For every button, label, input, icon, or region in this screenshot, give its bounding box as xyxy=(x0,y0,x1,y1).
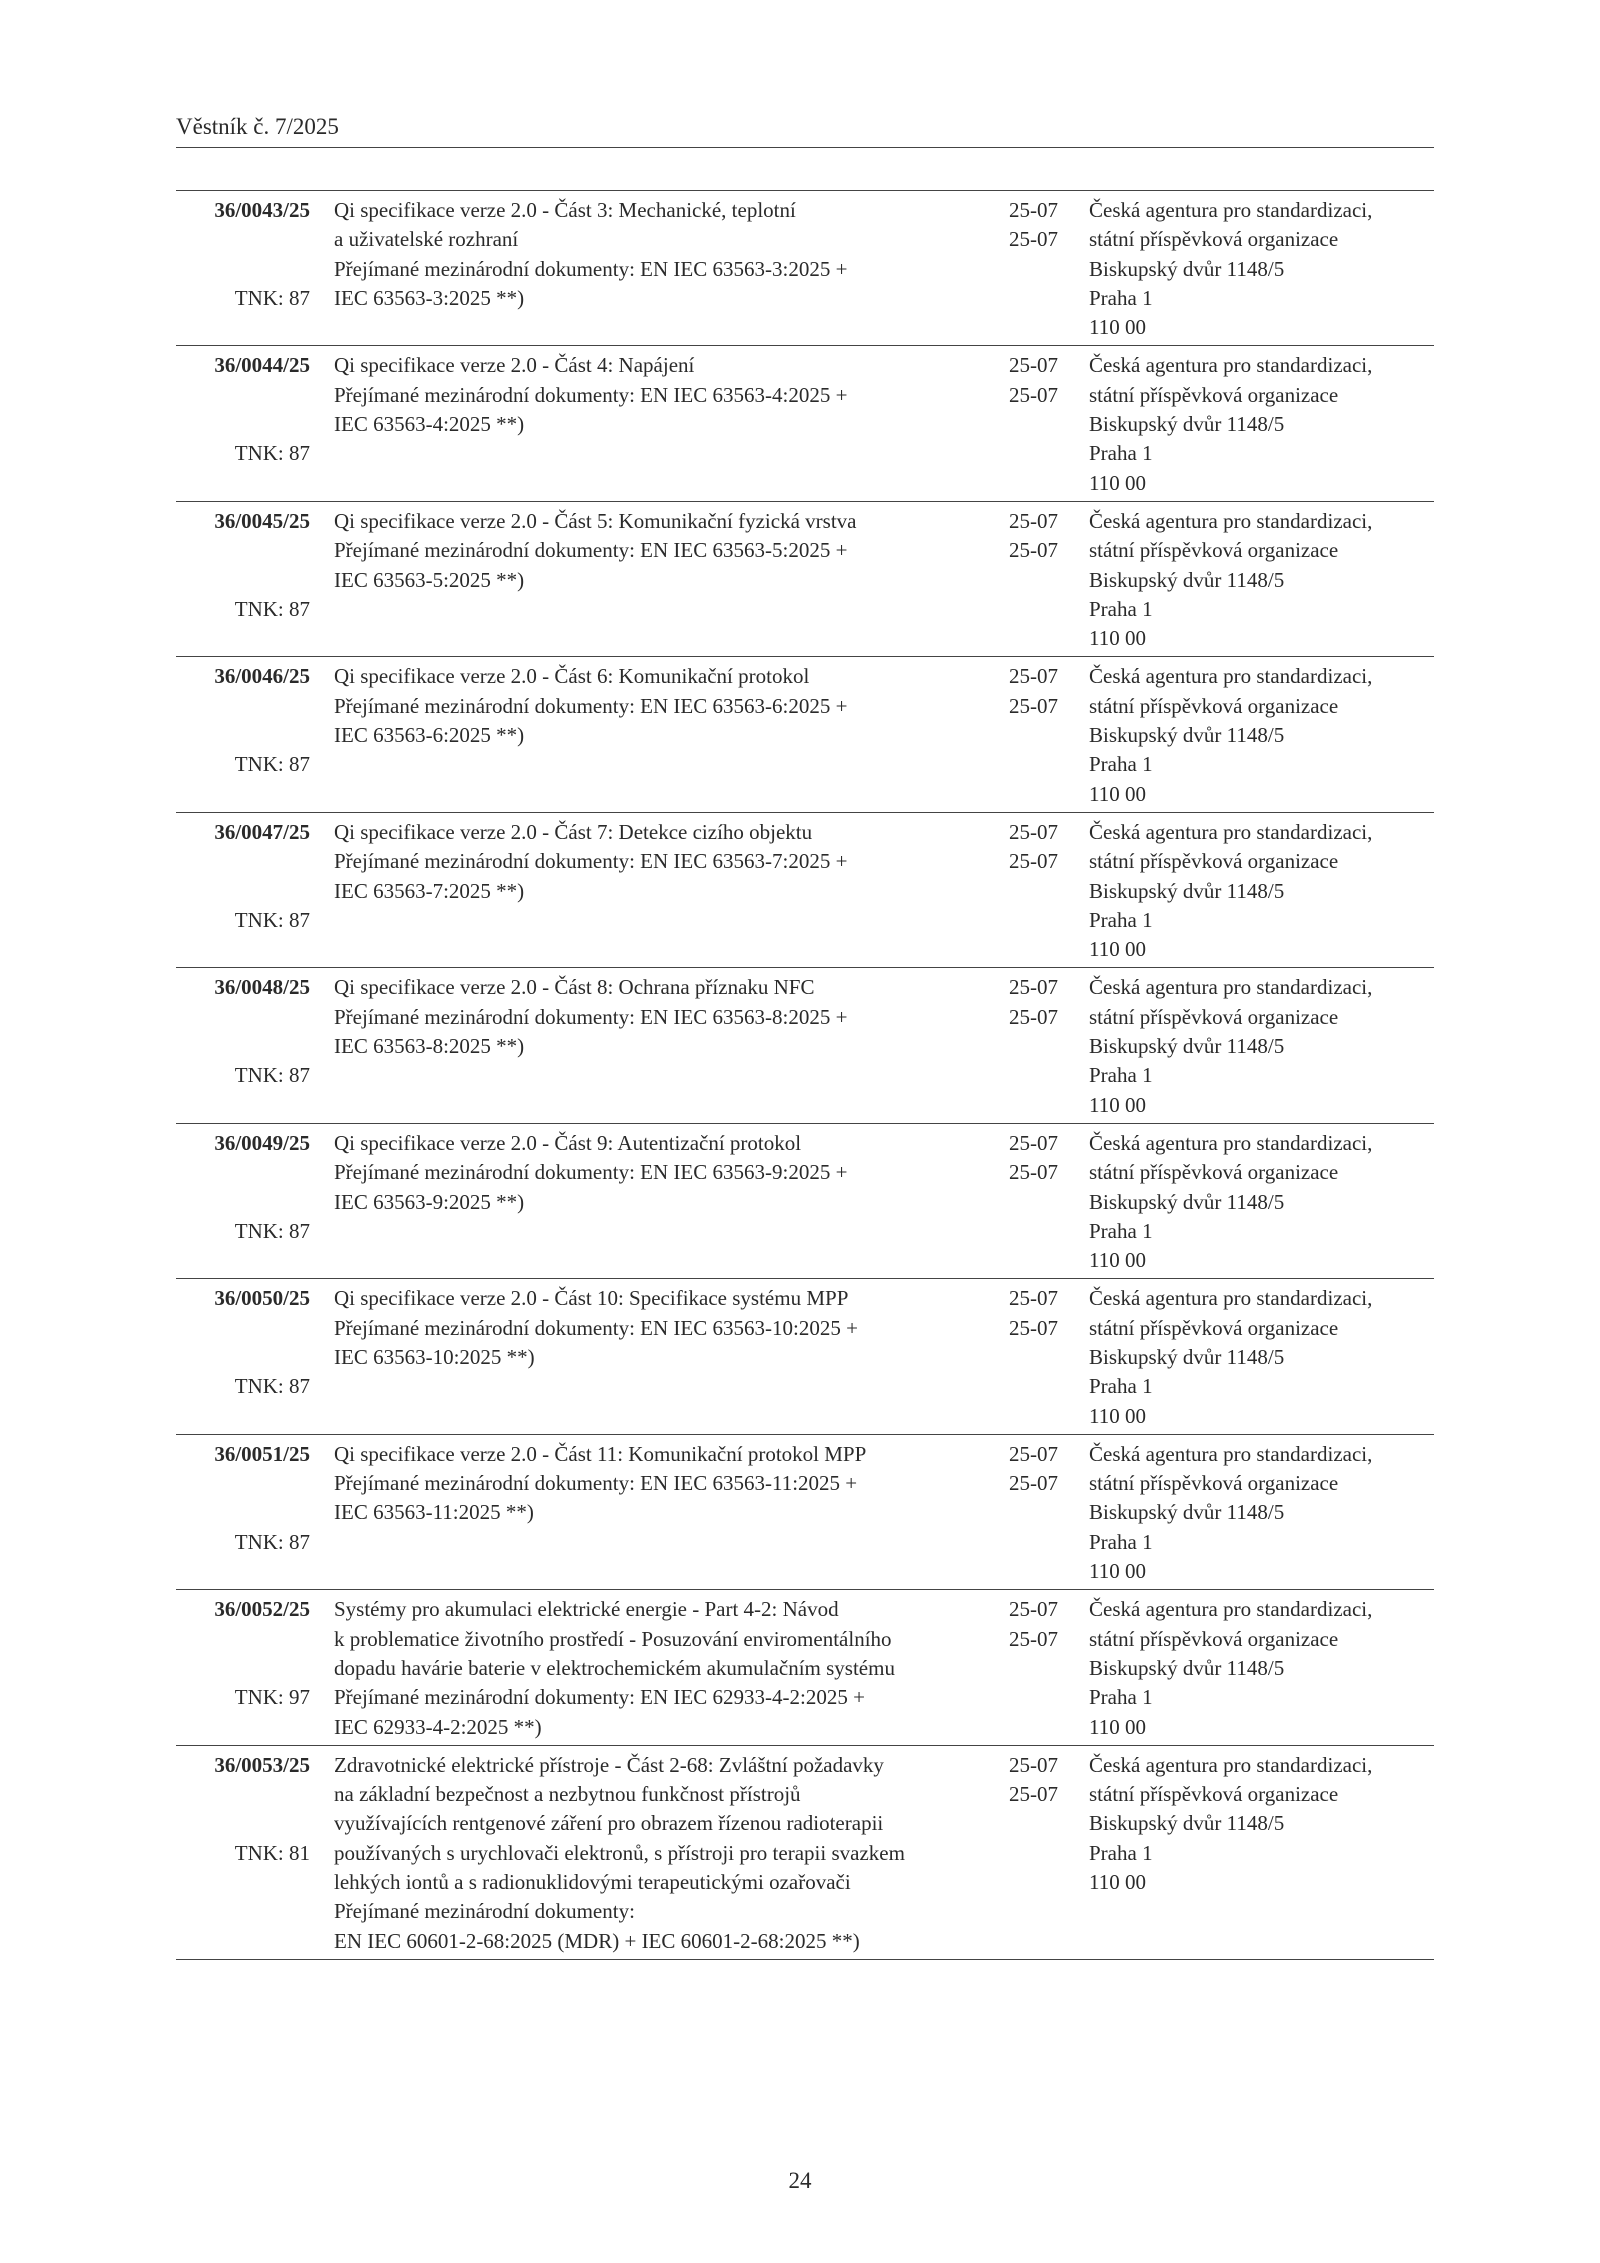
designation-cell xyxy=(176,1129,310,1275)
title-cell xyxy=(334,973,999,1119)
title-line: a uživatelské rozhraní xyxy=(334,227,519,252)
title-line: IEC 63563-8:2025 **) xyxy=(334,1034,525,1059)
address-line: Praha 1 xyxy=(1089,1218,1153,1243)
address-line: 110 00 xyxy=(1089,1870,1146,1895)
address-line: Biskupský dvůr 1148/5 xyxy=(1089,567,1285,592)
journal-title: Věstník č. 7/2025 xyxy=(176,114,339,139)
address-line: Praha 1 xyxy=(1089,441,1153,466)
table-row xyxy=(176,1124,1434,1279)
title-line: Systémy pro akumulaci elektrické energie - Part 4-2: Návod xyxy=(334,1597,839,1622)
title-line: Přejímané mezinárodní dokumenty: EN IEC 63563-11:2025 + xyxy=(334,1471,858,1496)
address-line: státní příspěvková organizace xyxy=(1089,693,1339,718)
tnk-number: TNK: 87 xyxy=(234,596,310,621)
address-line: státní příspěvková organizace xyxy=(1089,1004,1339,1029)
address-line: Česká agentura pro standardizaci, xyxy=(1089,1752,1373,1777)
table-row xyxy=(176,1435,1434,1590)
designation-cell xyxy=(176,196,310,342)
date-value: 25-07 xyxy=(1009,227,1058,252)
address-line: 110 00 xyxy=(1089,1714,1146,1739)
date-value: 25-07 xyxy=(1009,1471,1058,1496)
tnk-number: TNK: 81 xyxy=(234,1840,310,1865)
address-line: Praha 1 xyxy=(1089,1529,1153,1554)
address-line: státní příspěvková organizace xyxy=(1089,1626,1339,1651)
page-header xyxy=(176,113,1434,148)
address-line: Praha 1 xyxy=(1089,1374,1153,1399)
tnk-number: TNK: 87 xyxy=(234,441,310,466)
address-line: Praha 1 xyxy=(1089,1063,1153,1088)
address-line: Praha 1 xyxy=(1089,285,1153,310)
dates-cell xyxy=(1009,1129,1089,1275)
designation-cell xyxy=(176,1284,310,1430)
address-line: státní příspěvková organizace xyxy=(1089,849,1339,874)
date-value: 25-07 xyxy=(1009,198,1058,222)
page-number: 24 xyxy=(788,2168,812,2193)
title-line: využívajících rentgenové záření pro obrazem řízenou radioterapii xyxy=(334,1811,884,1836)
designation-cell xyxy=(176,1440,310,1586)
dates-cell xyxy=(1009,196,1089,342)
address-line: Biskupský dvůr 1148/5 xyxy=(1089,256,1285,281)
address-line: 110 00 xyxy=(1089,470,1146,495)
tnk-number: TNK: 97 xyxy=(234,1685,310,1710)
date-value: 25-07 xyxy=(1009,1286,1058,1311)
title-cell xyxy=(334,196,999,342)
standard-code: 36/0051/25 xyxy=(214,1441,310,1466)
address-line: Praha 1 xyxy=(1089,907,1153,932)
address-line: státní příspěvková organizace xyxy=(1089,227,1339,252)
address-line: Česká agentura pro standardizaci, xyxy=(1089,508,1373,533)
title-line: IEC 63563-10:2025 **) xyxy=(334,1344,535,1369)
title-line: používaných s urychlovači elektronů, s přístroji pro terapii svazkem xyxy=(334,1840,905,1865)
designation-cell xyxy=(176,818,310,964)
standard-code: 36/0053/25 xyxy=(214,1752,310,1777)
title-line: Zdravotnické elektrické přístroje - Část 2-68: Zvláštní požadavky xyxy=(334,1752,884,1777)
dates-cell xyxy=(1009,1595,1089,1741)
table-row xyxy=(176,1590,1434,1745)
table-row xyxy=(176,1279,1434,1434)
address-cell xyxy=(1089,1595,1434,1741)
address-line: Praha 1 xyxy=(1089,596,1153,621)
standard-code: 36/0043/25 xyxy=(214,198,310,222)
dates-cell xyxy=(1009,973,1089,1119)
title-line: Přejímané mezinárodní dokumenty: EN IEC 63563-6:2025 + xyxy=(334,693,848,718)
title-line: IEC 63563-3:2025 **) xyxy=(334,285,525,310)
standard-code: 36/0047/25 xyxy=(214,819,310,844)
date-value: 25-07 xyxy=(1009,693,1058,718)
title-line: na základní bezpečnost a nezbytnou funkčnost přístrojů xyxy=(334,1782,801,1807)
address-line: 110 00 xyxy=(1089,1403,1146,1428)
date-value: 25-07 xyxy=(1009,975,1058,1000)
address-line: Česká agentura pro standardizaci, xyxy=(1089,664,1373,689)
address-line: státní příspěvková organizace xyxy=(1089,382,1339,407)
address-line: Biskupský dvůr 1148/5 xyxy=(1089,1344,1285,1369)
title-cell xyxy=(334,1284,999,1430)
tnk-number: TNK: 87 xyxy=(234,1529,310,1554)
dates-cell xyxy=(1009,351,1089,497)
title-line: Qi specifikace verze 2.0 - Část 6: Komunikační protokol xyxy=(334,664,810,689)
address-cell xyxy=(1089,1751,1434,1956)
dates-cell xyxy=(1009,1440,1089,1586)
address-line: 110 00 xyxy=(1089,315,1146,340)
title-line: IEC 63563-4:2025 **) xyxy=(334,412,525,437)
address-line: Česká agentura pro standardizaci, xyxy=(1089,1130,1373,1155)
address-cell xyxy=(1089,196,1434,342)
table-row xyxy=(176,968,1434,1123)
title-line: Přejímané mezinárodní dokumenty: EN IEC 63563-10:2025 + xyxy=(334,1315,858,1340)
tnk-number: TNK: 87 xyxy=(234,1218,310,1243)
date-value: 25-07 xyxy=(1009,1130,1058,1155)
address-line: státní příspěvková organizace xyxy=(1089,1315,1339,1340)
title-line: IEC 63563-6:2025 **) xyxy=(334,723,525,748)
title-line: Přejímané mezinárodní dokumenty: EN IEC 63563-3:2025 + xyxy=(334,256,848,281)
address-cell xyxy=(1089,973,1434,1119)
address-line: státní příspěvková organizace xyxy=(1089,1471,1339,1496)
designation-cell xyxy=(176,973,310,1119)
address-line: Praha 1 xyxy=(1089,752,1153,777)
dates-cell xyxy=(1009,1284,1089,1430)
title-line: IEC 63563-7:2025 **) xyxy=(334,878,525,903)
address-line: Česká agentura pro standardizaci, xyxy=(1089,1441,1373,1466)
date-value: 25-07 xyxy=(1009,1597,1058,1622)
title-cell xyxy=(334,818,999,964)
address-line: Praha 1 xyxy=(1089,1685,1153,1710)
designation-cell xyxy=(176,507,310,653)
table-row xyxy=(176,346,1434,501)
date-value: 25-07 xyxy=(1009,1004,1058,1029)
title-line: IEC 63563-11:2025 **) xyxy=(334,1500,534,1525)
address-line: Biskupský dvůr 1148/5 xyxy=(1089,1811,1285,1836)
title-line: Přejímané mezinárodní dokumenty: EN IEC 63563-5:2025 + xyxy=(334,538,848,563)
tnk-number: TNK: 87 xyxy=(234,752,310,777)
table-row xyxy=(176,1746,1434,1960)
title-cell xyxy=(334,351,999,497)
table-row xyxy=(176,502,1434,657)
title-line: EN IEC 60601-2-68:2025 (MDR) + IEC 60601-2-68:2025 **) xyxy=(334,1928,860,1953)
title-line: Qi specifikace verze 2.0 - Část 3: Mechanické, teplotní xyxy=(334,198,796,222)
title-line: IEC 62933-4-2:2025 **) xyxy=(334,1714,542,1739)
date-value: 25-07 xyxy=(1009,1626,1058,1651)
title-cell xyxy=(334,507,999,653)
address-line: státní příspěvková organizace xyxy=(1089,538,1339,563)
title-cell xyxy=(334,1751,999,1956)
title-line: Qi specifikace verze 2.0 - Část 9: Autentizační protokol xyxy=(334,1130,802,1155)
address-cell xyxy=(1089,818,1434,964)
address-line: Biskupský dvůr 1148/5 xyxy=(1089,1500,1285,1525)
title-line: Přejímané mezinárodní dokumenty: EN IEC 63563-8:2025 + xyxy=(334,1004,848,1029)
standard-code: 36/0048/25 xyxy=(214,975,310,1000)
date-value: 25-07 xyxy=(1009,382,1058,407)
address-line: 110 00 xyxy=(1089,781,1146,806)
title-line: Qi specifikace verze 2.0 - Část 5: Komunikační fyzická vrstva xyxy=(334,508,857,533)
title-line: IEC 63563-9:2025 **) xyxy=(334,1189,525,1214)
title-line: Qi specifikace verze 2.0 - Část 10: Specifikace systému MPP xyxy=(334,1286,849,1311)
address-line: Česká agentura pro standardizaci, xyxy=(1089,198,1373,222)
tnk-number: TNK: 87 xyxy=(234,285,310,310)
address-line: Česká agentura pro standardizaci, xyxy=(1089,819,1373,844)
standard-code: 36/0044/25 xyxy=(214,353,310,378)
address-cell xyxy=(1089,351,1434,497)
table-row xyxy=(176,191,1434,346)
title-line: IEC 63563-5:2025 **) xyxy=(334,567,525,592)
title-line: Qi specifikace verze 2.0 - Část 4: Napájení xyxy=(334,353,695,378)
address-line: Biskupský dvůr 1148/5 xyxy=(1089,723,1285,748)
tnk-number: TNK: 87 xyxy=(234,1063,310,1088)
title-cell xyxy=(334,1440,999,1586)
address-line: Česká agentura pro standardizaci, xyxy=(1089,353,1373,378)
standards-table xyxy=(176,190,1434,1960)
date-value: 25-07 xyxy=(1009,849,1058,874)
address-line: Praha 1 xyxy=(1089,1840,1153,1865)
address-cell xyxy=(1089,507,1434,653)
title-line: Přejímané mezinárodní dokumenty: EN IEC 63563-4:2025 + xyxy=(334,382,848,407)
tnk-number: TNK: 87 xyxy=(234,907,310,932)
title-line: Přejímané mezinárodní dokumenty: EN IEC 63563-7:2025 + xyxy=(334,849,848,874)
date-value: 25-07 xyxy=(1009,819,1058,844)
date-value: 25-07 xyxy=(1009,353,1058,378)
tnk-number: TNK: 87 xyxy=(234,1374,310,1399)
title-line: dopadu havárie baterie v elektrochemickém akumulačním systému xyxy=(334,1655,895,1680)
standard-code: 36/0046/25 xyxy=(214,664,310,689)
address-line: 110 00 xyxy=(1089,937,1146,962)
title-line: lehkých iontů a s radionuklidovými terapeutickými ozařovači xyxy=(334,1870,851,1895)
date-value: 25-07 xyxy=(1009,1752,1058,1777)
title-line: k problematice životního prostředí - Posuzování enviromentálního xyxy=(334,1626,892,1651)
dates-cell xyxy=(1009,662,1089,808)
dates-cell xyxy=(1009,1751,1089,1956)
title-cell xyxy=(334,1129,999,1275)
title-line: Přejímané mezinárodní dokumenty: xyxy=(334,1899,635,1924)
address-cell xyxy=(1089,1440,1434,1586)
date-value: 25-07 xyxy=(1009,1441,1058,1466)
address-line: Česká agentura pro standardizaci, xyxy=(1089,1286,1373,1311)
designation-cell xyxy=(176,351,310,497)
address-line: Biskupský dvůr 1148/5 xyxy=(1089,1034,1285,1059)
designation-cell xyxy=(176,662,310,808)
standard-code: 36/0049/25 xyxy=(214,1130,310,1155)
standard-code: 36/0050/25 xyxy=(214,1286,310,1311)
date-value: 25-07 xyxy=(1009,508,1058,533)
dates-cell xyxy=(1009,818,1089,964)
address-cell xyxy=(1089,1284,1434,1430)
address-line: státní příspěvková organizace xyxy=(1089,1782,1339,1807)
designation-cell xyxy=(176,1595,310,1741)
address-line: Biskupský dvůr 1148/5 xyxy=(1089,1189,1285,1214)
address-line: Česká agentura pro standardizaci, xyxy=(1089,1597,1373,1622)
table-row xyxy=(176,813,1434,968)
standard-code: 36/0045/25 xyxy=(214,508,310,533)
address-line: 110 00 xyxy=(1089,626,1146,651)
date-value: 25-07 xyxy=(1009,1315,1058,1340)
standard-code: 36/0052/25 xyxy=(214,1597,310,1622)
table-row xyxy=(176,657,1434,812)
date-value: 25-07 xyxy=(1009,1782,1058,1807)
title-line: Qi specifikace verze 2.0 - Část 11: Komunikační protokol MPP xyxy=(334,1441,867,1466)
date-value: 25-07 xyxy=(1009,538,1058,563)
address-line: Biskupský dvůr 1148/5 xyxy=(1089,1655,1285,1680)
address-cell xyxy=(1089,1129,1434,1275)
title-cell xyxy=(334,662,999,808)
address-line: 110 00 xyxy=(1089,1092,1146,1117)
title-line: Qi specifikace verze 2.0 - Část 7: Detekce cizího objektu xyxy=(334,819,813,844)
address-line: Česká agentura pro standardizaci, xyxy=(1089,975,1373,1000)
address-line: 110 00 xyxy=(1089,1248,1146,1273)
dates-cell xyxy=(1009,507,1089,653)
title-line: Přejímané mezinárodní dokumenty: EN IEC 62933-4-2:2025 + xyxy=(334,1685,865,1710)
address-cell xyxy=(1089,662,1434,808)
address-line: 110 00 xyxy=(1089,1559,1146,1584)
title-line: Přejímané mezinárodní dokumenty: EN IEC 63563-9:2025 + xyxy=(334,1160,848,1185)
address-line: státní příspěvková organizace xyxy=(1089,1160,1339,1185)
address-line: Biskupský dvůr 1148/5 xyxy=(1089,878,1285,903)
title-line: Qi specifikace verze 2.0 - Část 8: Ochrana příznaku NFC xyxy=(334,975,815,1000)
date-value: 25-07 xyxy=(1009,664,1058,689)
address-line: Biskupský dvůr 1148/5 xyxy=(1089,412,1285,437)
title-cell xyxy=(334,1595,999,1741)
date-value: 25-07 xyxy=(1009,1160,1058,1185)
designation-cell xyxy=(176,1751,310,1956)
